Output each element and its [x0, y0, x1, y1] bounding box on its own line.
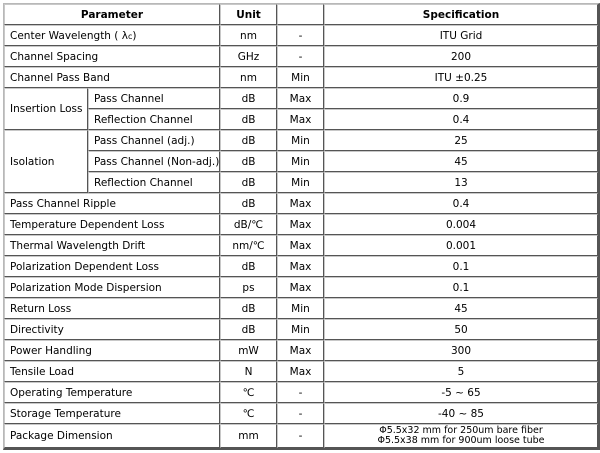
minmax-cell: Max [277, 256, 324, 277]
table-row [4, 109, 598, 130]
minmax-cell: Max [277, 361, 324, 382]
spec-cell: 5 [324, 361, 598, 382]
spec-cell: 0.4 [324, 193, 598, 214]
table-row [4, 298, 598, 319]
table-row [4, 25, 598, 46]
unit-cell: dB [220, 256, 277, 277]
unit-cell: GHz [220, 46, 277, 67]
param-cell: Tensile Load [4, 361, 220, 382]
spec-line: Φ5.5x38 mm for 900um loose tube [377, 435, 545, 446]
unit-cell: N [220, 361, 277, 382]
minmax-cell: Min [277, 67, 324, 88]
spec-cell: ITU Grid [324, 25, 598, 46]
param-cell: Package Dimension [4, 424, 220, 448]
spec-cell: 300 [324, 340, 598, 361]
minmax-cell: Max [277, 214, 324, 235]
param-cell: Directivity [4, 319, 220, 340]
table-row [4, 382, 598, 403]
spec-cell: 13 [324, 172, 598, 193]
unit-cell: ℃ [220, 403, 277, 424]
param-cell: Channel Spacing [4, 46, 220, 67]
minmax-cell: Max [277, 235, 324, 256]
param-subscript: c [127, 31, 133, 41]
unit-cell: nm/℃ [220, 235, 277, 256]
minmax-cell: Max [277, 277, 324, 298]
unit-cell: dB [220, 130, 277, 151]
unit-cell: dB [220, 172, 277, 193]
unit-cell: dB [220, 298, 277, 319]
minmax-cell: Max [277, 109, 324, 130]
unit-cell: ps [220, 277, 277, 298]
table-row [4, 130, 598, 151]
unit-cell: dB [220, 319, 277, 340]
param-cell: Polarization Mode Dispersion [4, 277, 220, 298]
param-cell: Power Handling [4, 340, 220, 361]
spec-line: Φ5.5x32 mm for 250um bare fiber [379, 425, 543, 436]
header-min-max [277, 4, 324, 25]
header-specification: Specification [324, 4, 598, 25]
table-row [4, 172, 598, 193]
group-cell-isolation: Isolation [4, 130, 88, 193]
minmax-cell: Max [277, 340, 324, 361]
param-cell: Thermal Wavelength Drift [4, 235, 220, 256]
spec-cell: 0.004 [324, 214, 598, 235]
header-parameter: Parameter [4, 4, 220, 25]
minmax-cell: Min [277, 319, 324, 340]
table-row [4, 193, 598, 214]
minmax-cell: - [277, 403, 324, 424]
table-row [4, 88, 598, 109]
table-row [4, 319, 598, 340]
spec-cell: 50 [324, 319, 598, 340]
spec-cell: ITU ±0.25 [324, 67, 598, 88]
unit-cell: dB [220, 88, 277, 109]
subparam-cell: Pass Channel (Non-adj.) [88, 151, 220, 172]
param-cell: Channel Pass Band [4, 67, 220, 88]
subparam-cell: Reflection Channel [88, 109, 220, 130]
spec-cell: 25 [324, 130, 598, 151]
param-cell: Polarization Dependent Loss [4, 256, 220, 277]
unit-cell: dB [220, 151, 277, 172]
subparam-cell: Pass Channel [88, 88, 220, 109]
param-cell: Operating Temperature [4, 382, 220, 403]
unit-cell: mW [220, 340, 277, 361]
table-row [4, 151, 598, 172]
spec-table-container [3, 3, 600, 450]
unit-cell: nm [220, 67, 277, 88]
minmax-cell: Min [277, 172, 324, 193]
minmax-cell: Min [277, 151, 324, 172]
table-row [4, 214, 598, 235]
spec-cell [324, 424, 598, 448]
minmax-cell: - [277, 25, 324, 46]
param-label: Center Wavelength ( λ [10, 29, 128, 42]
spec-cell: -40 ~ 85 [324, 403, 598, 424]
minmax-cell: Min [277, 130, 324, 151]
unit-cell: mm [220, 424, 277, 448]
unit-cell: ℃ [220, 382, 277, 403]
unit-cell: dB [220, 193, 277, 214]
header-unit: Unit [220, 4, 277, 25]
subparam-cell: Pass Channel (adj.) [88, 130, 220, 151]
param-cell: Return Loss [4, 298, 220, 319]
minmax-cell: Min [277, 298, 324, 319]
unit-cell: dB/℃ [220, 214, 277, 235]
table-row [4, 361, 598, 382]
spec-cell: 45 [324, 151, 598, 172]
table-row [4, 235, 598, 256]
spec-cell: 45 [324, 298, 598, 319]
spec-cell: 200 [324, 46, 598, 67]
param-label-tail: ) [132, 29, 137, 42]
header-row [4, 4, 598, 25]
param-cell: Temperature Dependent Loss [4, 214, 220, 235]
table-row [4, 256, 598, 277]
param-cell [4, 25, 220, 46]
minmax-cell: - [277, 382, 324, 403]
minmax-cell: - [277, 424, 324, 448]
table-row [4, 277, 598, 298]
table-row [4, 67, 598, 88]
unit-cell: dB [220, 109, 277, 130]
minmax-cell: - [277, 46, 324, 67]
spec-cell: 0.1 [324, 277, 598, 298]
table-row [4, 403, 598, 424]
unit-cell: nm [220, 25, 277, 46]
table-row [4, 340, 598, 361]
spec-cell: 0.9 [324, 88, 598, 109]
minmax-cell: Max [277, 193, 324, 214]
spec-cell: 0.1 [324, 256, 598, 277]
spec-cell: 0.001 [324, 235, 598, 256]
spec-cell: 0.4 [324, 109, 598, 130]
specification-table [3, 3, 600, 450]
param-cell: Storage Temperature [4, 403, 220, 424]
group-cell-insertion-loss: Insertion Loss [4, 88, 88, 130]
minmax-cell: Max [277, 88, 324, 109]
subparam-cell: Reflection Channel [88, 172, 220, 193]
table-row [4, 46, 598, 67]
spec-cell: -5 ~ 65 [324, 382, 598, 403]
param-cell: Pass Channel Ripple [4, 193, 220, 214]
table-row [4, 424, 598, 448]
